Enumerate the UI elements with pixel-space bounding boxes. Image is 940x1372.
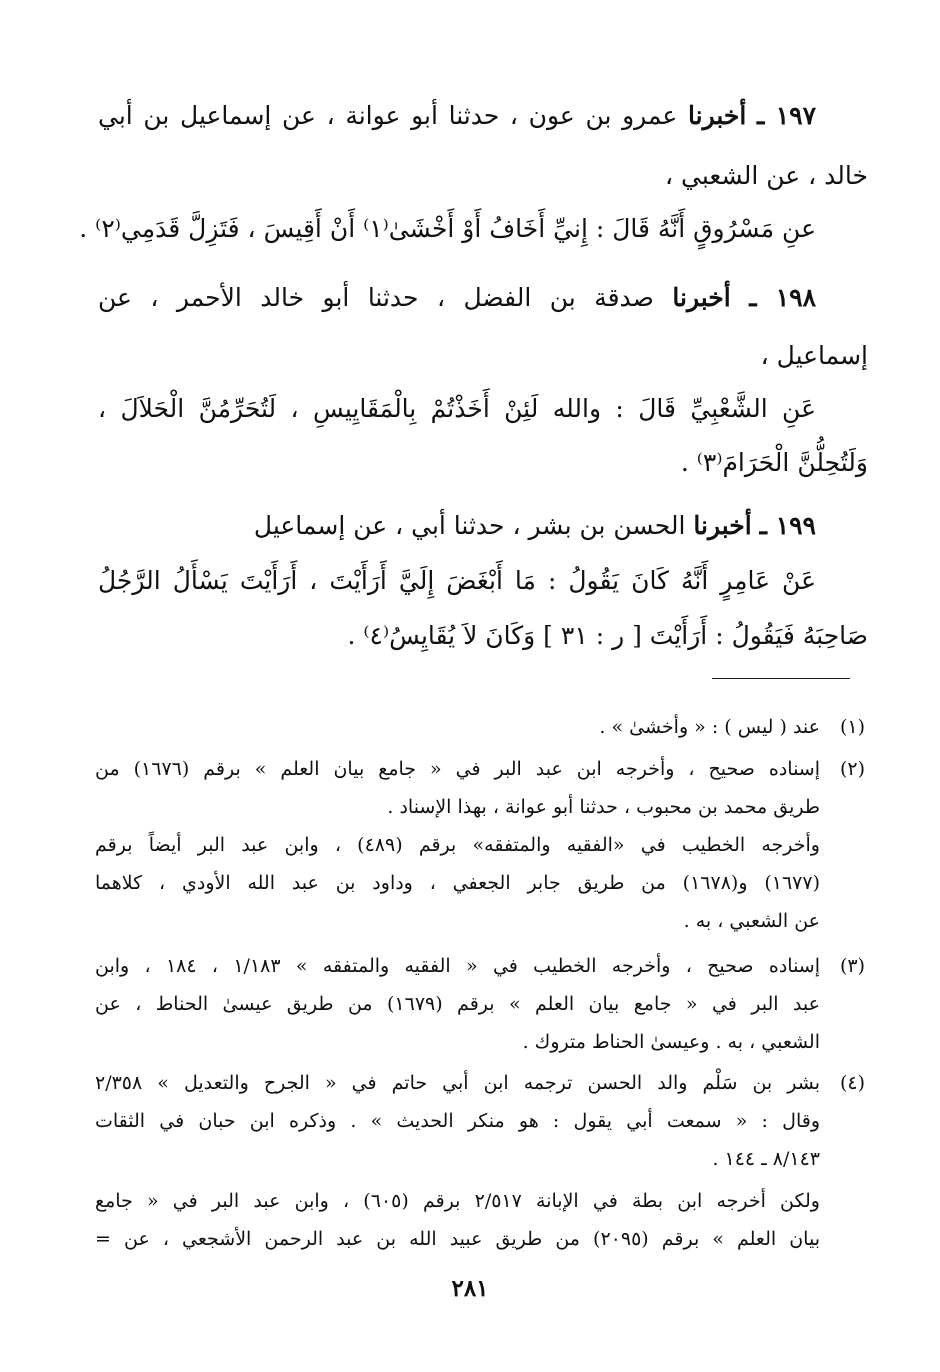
hadith-197-line-3: عنِ مَسْرُوقٍ أَنَّهُ قَالَ : إِنيِّ أَخَافُ أَوْ أَخْشَىٰ⁽١⁾ أَنْ أَقِيسَ ، فَتَزِلَّ قَدَمِي⁽٢⁾ . (79, 214, 816, 243)
hadith-197-number: ١٩٧ ـ (756, 101, 817, 130)
hadith-198-line-4: وَلَتُحِلُّنَّ الْحَرَامَ⁽٣⁾ . (680, 448, 868, 477)
hadith-198-line-3: عَنِ الشَّعْبِيِّ قَالَ : والله لَئِنْ أَخَذْتُمْ بِالْمَقَايِيسِ ، لَتُحَرِّمُنَّ الْحَلاَلَ ، (98, 394, 816, 423)
footnote-4-line-1: بشر بن سَلْم والد الحسن ترجمه ابن أبي حاتم في « الجرح والتعديل » ٢/٣٥٨ (95, 1072, 820, 1094)
hadith-198-text: صدقة بن الفضل ، حدثنا أبو خالد الأحمر ، عن (98, 283, 654, 312)
hadith-199-line-3: صَاحِبَهُ فَيَقُولُ : أَرَأَيْتَ [ ر : ٣١ ] وَكَانَ لاَ يُقَايِسُ⁽٤⁾ . (347, 621, 868, 650)
hadith-197-line-1 (98, 100, 816, 131)
footnote-2-line-3: وأخرجه الخطيب في «الفقيه والمتفقه» برقم (٤٨٩) ، وابن عبد البر أيضاً برقم (95, 834, 820, 856)
footnote-1-number: (١) (839, 716, 865, 738)
footnote-4-line-2: وقال : « سمعت أبي يقول : هو منكر الحديث » . وذكره ابن حبان في الثقات (95, 1110, 820, 1132)
footnote-separator (712, 678, 850, 679)
hadith-197-line-2: خالد ، عن الشعبي ، (665, 161, 868, 190)
hadith-198-line-1 (98, 282, 816, 313)
footnote-3-number: (٣) (839, 955, 865, 977)
hadith-197-text: عمرو بن عون ، حدثنا أبو عوانة ، عن إسماعيل بن أبي (98, 101, 678, 130)
footnote-2-line-4: (١٦٧٧) و(١٦٧٨) من طريق جابر الجعفي ، وداود بن عبد الله الأودي ، كلاهما (95, 872, 820, 894)
hadith-197-lead: أخبرنا (688, 101, 747, 130)
hadith-199-line-2: عَنْ عَامِرٍ أَنَّهُ كَانَ يَقُولُ : مَا أَبْغَضَ إِلَيَّ أَرَأَيْتَ ، أَرَأَيْتَ يَسْأَلُ الرَّجُلُ (98, 566, 816, 595)
footnote-3-line-3: الشعبي ، به . وعيسىٰ الحناط متروك . (522, 1031, 820, 1053)
footnote-2-line-2: طريق محمد بن محبوب ، حدثنا أبو عوانة ، بهذا الإسناد . (387, 796, 820, 818)
footnote-4-number: (٤) (839, 1072, 865, 1094)
footnote-3-line-2: عبد البر في « جامع بيان العلم » برقم (١٦٧٩) من طريق عيسىٰ الحناط ، عن (95, 993, 820, 1015)
footnote-3-line-1: إسناده صحيح ، وأخرجه الخطيب في « الفقيه والمتفقه » ١/١٨٣ ، ١٨٤ ، وابن (95, 955, 820, 977)
hadith-199-line-1 (98, 510, 816, 541)
footnote-4-line-3: ٨/١٤٣ ـ ١٤٤ . (712, 1148, 820, 1170)
hadith-199-text: الحسن بن بشر ، حدثنا أبي ، عن إسماعيل (253, 511, 686, 540)
page-number: ٢٨١ (451, 1275, 489, 1302)
hadith-198-line-2: إسماعيل ، (760, 341, 868, 370)
footnote-4-line-5: بيان العلم » برقم (٢٠٩٥) من طريق عبيد الله بن عبد الرحمن الأشجعي ، عن = (95, 1228, 820, 1250)
hadith-199-lead: أخبرنا (693, 511, 752, 540)
hadith-199-number: ١٩٩ ـ (759, 511, 816, 540)
footnote-2-line-5: عن الشعبي ، به . (683, 910, 820, 932)
footnote-2-number: (٢) (839, 758, 865, 780)
hadith-198-number: ١٩٨ ـ (749, 283, 817, 312)
hadith-198-lead: أخبرنا (672, 283, 731, 312)
footnote-1-line-1: عند ( ليس ) : « وأخشىٰ » . (599, 716, 820, 738)
footnote-2-line-1: إسناده صحيح ، وأخرجه ابن عبد البر في « جامع بيان العلم » برقم (١٦٧٦) من (95, 758, 820, 780)
footnote-4-line-4: ولكن أخرجه ابن بطة في الإبانة ٢/٥١٧ برقم (٦٠٥) ، وابن عبد البر في « جامع (95, 1190, 820, 1212)
